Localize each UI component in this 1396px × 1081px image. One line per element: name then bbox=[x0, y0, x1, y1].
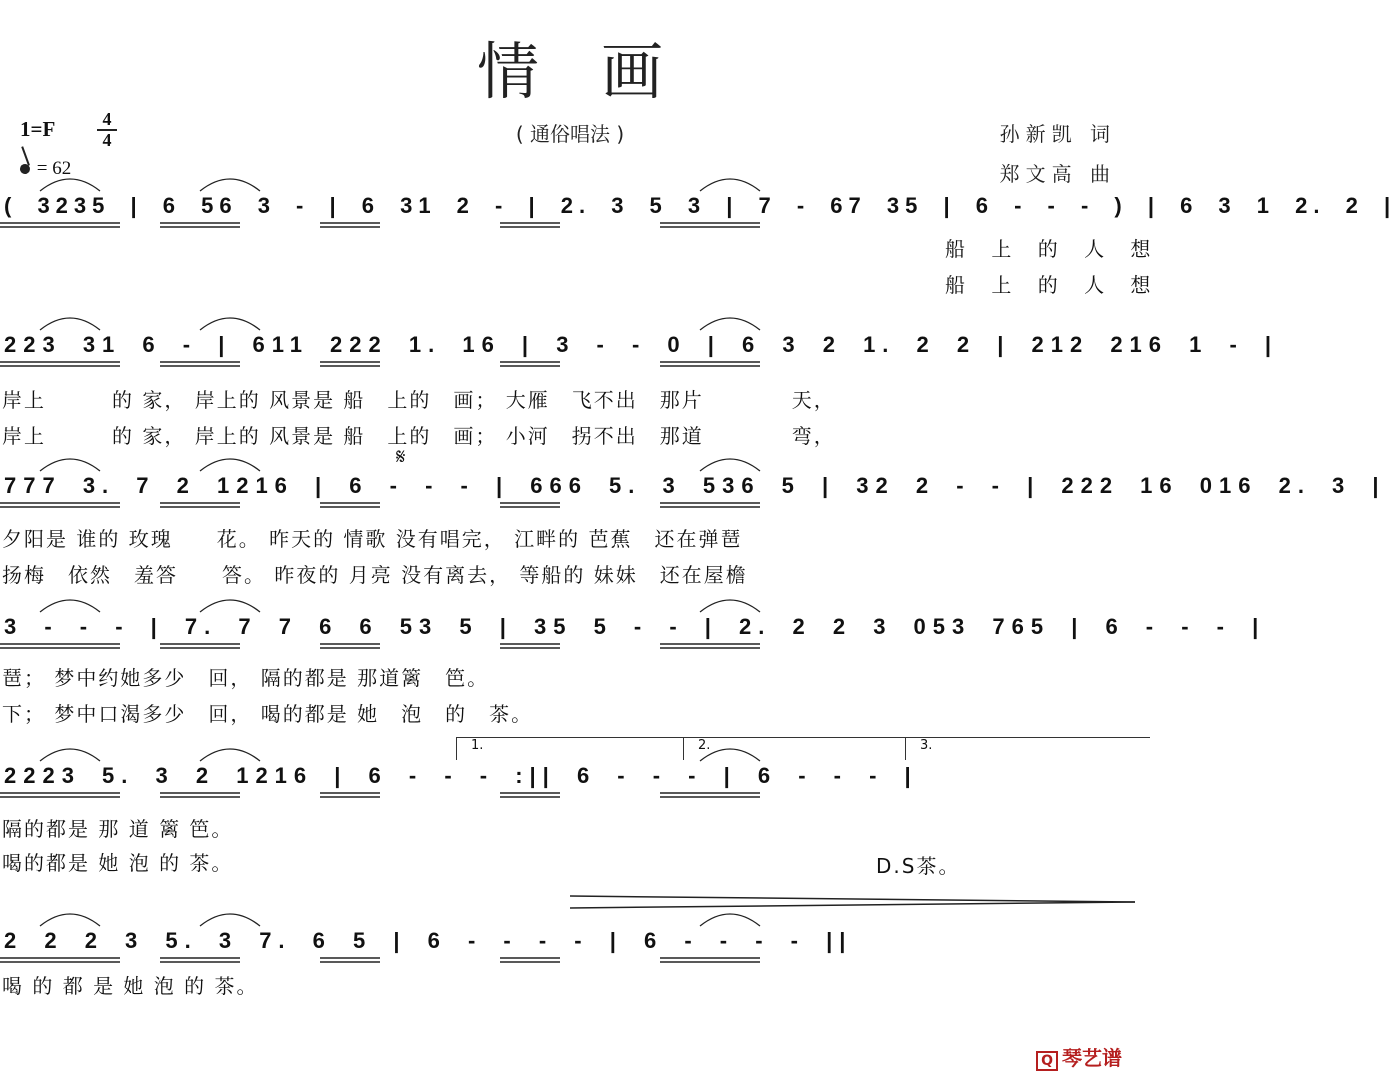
subtitle: ( 通俗唱法 ) bbox=[515, 122, 625, 146]
beam-lines bbox=[0, 763, 1140, 803]
lyrics-verse-1: 隔的都是 那 道 篱 笆。 bbox=[2, 817, 234, 841]
slur bbox=[40, 600, 100, 612]
slur bbox=[40, 914, 100, 926]
song-title: 情画 bbox=[476, 35, 725, 108]
slur bbox=[700, 600, 760, 612]
brand-logo-icon: Q bbox=[1036, 1051, 1058, 1071]
beam-lines bbox=[0, 332, 1279, 372]
ds-instruction: D.S茶。 bbox=[876, 854, 961, 878]
slur bbox=[200, 749, 260, 761]
beam-lines bbox=[0, 193, 1396, 233]
music-line-2 bbox=[0, 332, 1279, 382]
lyrics-verse-2: 岸上 的 家， 岸上的 风景是 船 上的 画； 小河 拐不出 那道 弯， bbox=[2, 424, 836, 448]
lyrics-verse-1: 岸上 的 家， 岸上的 风景是 船 上的 画； 大雁 飞不出 那片 天， bbox=[2, 388, 836, 412]
lyrics-verse-2: 船 上 的 人 想 bbox=[945, 273, 1161, 297]
notation-text: 3 - - - | 7. 7 7 6 6 53 5 | 35 5 - - | 2. 2 2 3 053 765 | 6 - - - | bbox=[4, 614, 1266, 639]
notation-text: ( 3235 | 6 56 3 - | 6 31 2 - | 2. 3 5 3 | 7 - 67 35 | 6 - - - ) | 6 3 1 2. 2 | bbox=[4, 193, 1396, 218]
lyricist-credit: 孙新凯 词 bbox=[999, 122, 1116, 146]
lyrics-verse-1: 夕阳是 谁的 玫瑰 花。 昨天的 情歌 没有唱完， 江畔的 芭蕉 还在弹琶 bbox=[2, 527, 743, 551]
slur bbox=[200, 179, 260, 191]
beam-lines bbox=[0, 473, 1386, 513]
slur bbox=[200, 914, 260, 926]
slur bbox=[200, 318, 260, 330]
slur bbox=[40, 318, 100, 330]
slur bbox=[200, 600, 260, 612]
notation-text: 2223 5. 3 2 1216 | 6 - - - :|| 6 - - - | 6 - - - | bbox=[4, 763, 918, 788]
music-line-4 bbox=[0, 614, 1266, 664]
time-sig-top: 4 bbox=[102, 109, 112, 129]
music-line-3 bbox=[0, 473, 1386, 523]
watermark: Q 琴艺谱 bbox=[1036, 1042, 1122, 1071]
time-sig-bottom: 4 bbox=[102, 130, 112, 150]
tempo-value: = 62 bbox=[36, 158, 72, 179]
beam-lines bbox=[0, 614, 1266, 654]
slur bbox=[40, 179, 100, 191]
quarter-note-icon bbox=[19, 163, 32, 176]
notation-text: 777 3. 7 2 1216 | 6 - - - | 666 5. 3 536 5 | 32 2 - - | 222 16 016 2. 3 | bbox=[4, 473, 1386, 498]
first-ending: 1. bbox=[456, 737, 696, 760]
lyrics-verse-2: 喝的都是 她 泡 的 茶。 bbox=[2, 851, 234, 875]
slur bbox=[200, 459, 260, 471]
lyrics-verse-2: 扬梅 依然 羞答 答。 昨夜的 月亮 没有离去， 等船的 妹妹 还在屋檐 bbox=[2, 563, 748, 587]
lyrics-verse-2: 下； 梦中口渴多少 回， 喝的都是 她 泡 的 茶。 bbox=[2, 702, 534, 726]
lyrics-verse-1: 喝 的 都 是 她 泡 的 茶。 bbox=[2, 974, 259, 998]
notation-text: 2 2 2 3 5. 3 7. 6 5 | 6 - - - - | 6 - - - - || bbox=[4, 928, 853, 953]
diminuendo-hairpin bbox=[560, 888, 1140, 928]
slur bbox=[40, 459, 100, 471]
slur bbox=[700, 459, 760, 471]
beam-lines bbox=[0, 928, 1140, 968]
second-ending: 2. bbox=[683, 737, 911, 760]
composer-credit: 郑文高 曲 bbox=[999, 162, 1116, 186]
lyrics-verse-1: 船 上 的 人 想 bbox=[945, 237, 1161, 261]
slur bbox=[40, 749, 100, 761]
music-line-5 bbox=[0, 763, 1140, 813]
tempo-marking bbox=[20, 158, 71, 180]
third-ending: 3. bbox=[905, 737, 1150, 760]
notation-text: 223 31 6 - | 611 222 1. 16 | 3 - - 0 | 6 3 2 1. 2 2 | 212 216 1 - | bbox=[4, 332, 1279, 357]
lyrics-verse-1: 琶； 梦中约她多少 回， 隔的都是 那道篱 笆。 bbox=[2, 666, 490, 690]
key-signature: 1=F bbox=[20, 117, 56, 141]
slur bbox=[700, 179, 760, 191]
segno-sign: 𝄋 bbox=[396, 445, 406, 470]
slur bbox=[700, 318, 760, 330]
